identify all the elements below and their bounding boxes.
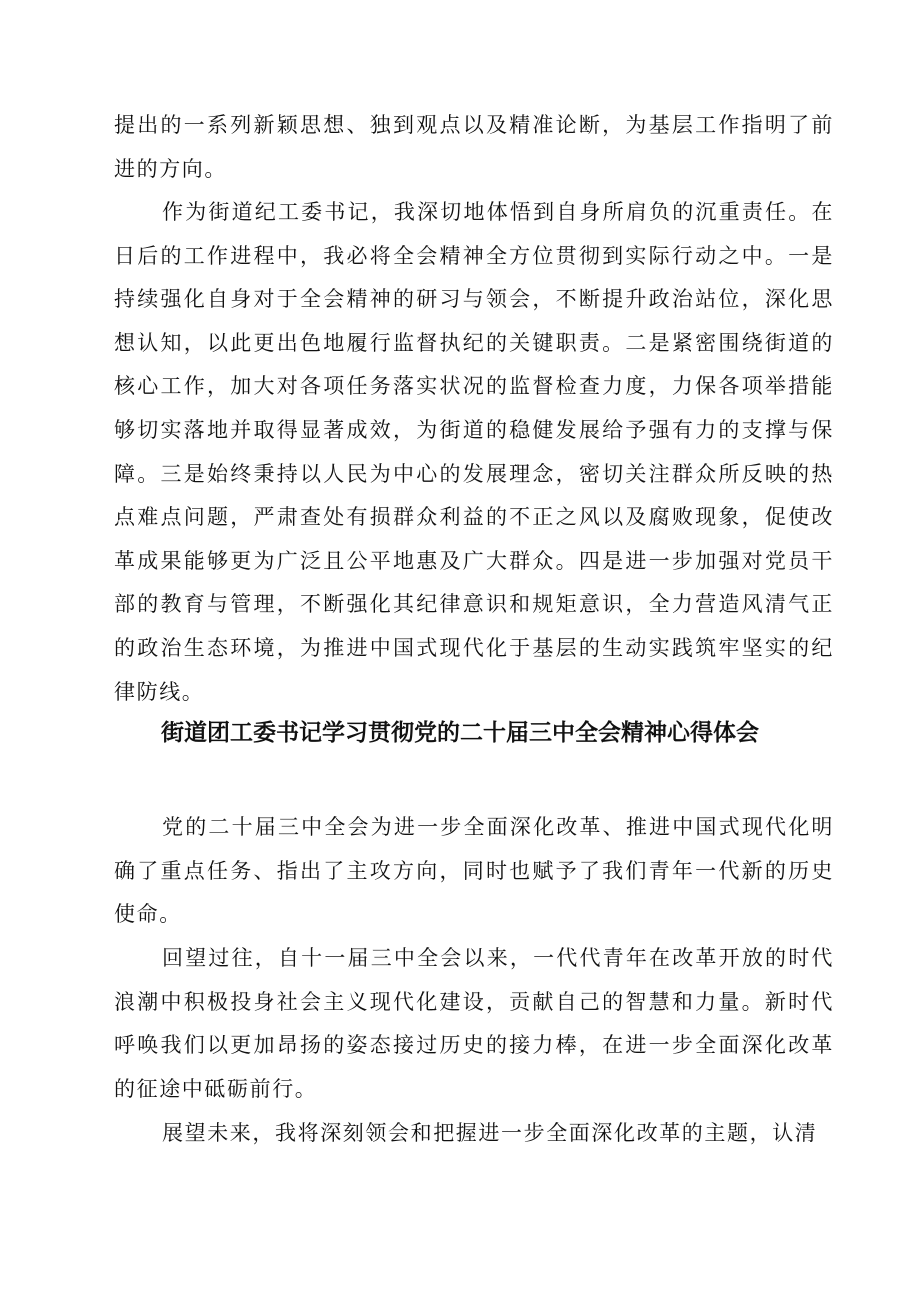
paragraph-continuation: 提出的一系列新颖思想、独到观点以及精准论断，为基层工作指明了前进的方向。 [114, 113, 834, 181]
section-heading: 街道团工委书记学习贯彻党的二十届三中全会精神心得体会 [161, 720, 759, 746]
paragraph-retrospect: 回望过往，自十一届三中全会以来，一代代青年在改革开放的时代浪潮中积极投身社会主义现代化建设，贡献自己的智慧和力量。新时代呼唤我们以更加昂扬的姿态接过历史的接力棒，在进一步全面深化改革的征途中砥砺前行。 [114, 946, 834, 1101]
paragraph-outlook: 展望未来，我将深刻领会和把握进一步全面深化改革的主题，认清 [162, 1121, 818, 1145]
paragraph-intro: 党的二十届三中全会为进一步全面深化改革、推进中国式现代化明确了重点任务、指出了主攻方向，同时也赋予了我们青年一代新的历史使命。 [114, 815, 834, 927]
paragraph-responsibilities: 作为街道纪工委书记，我深切地体悟到自身所肩负的沉重责任。在日后的工作进程中，我必将全会精神全方位贯彻到实际行动之中。一是持续强化自身对于全会精神的研习与领会，不断提升政治站位，深化思想认知，以此更出色地履行监督执纪的关键职责。二是紧密围绕街道的核心工作，加大对各项任务落实状况的监督检查力度，力保各项举措能够切实落地并取得显著成效，为街道的稳健发展给予强有力的支撑与保障。三是始终秉持以人民为中心的发展理念，密切关注群众所反映的热点难点问题，严肃查处有损群众利益的不正之风以及腐败现象，促使改革成果能够更为广泛且公平地惠及广大群众。四是进一步加强对党员干部的教育与管理，不断强化其纪律意识和规矩意识，全力营造风清气正的政治生态环境，为推进中国式现代化于基层的生动实践筑牢坚实的纪律防线。 [114, 200, 834, 704]
